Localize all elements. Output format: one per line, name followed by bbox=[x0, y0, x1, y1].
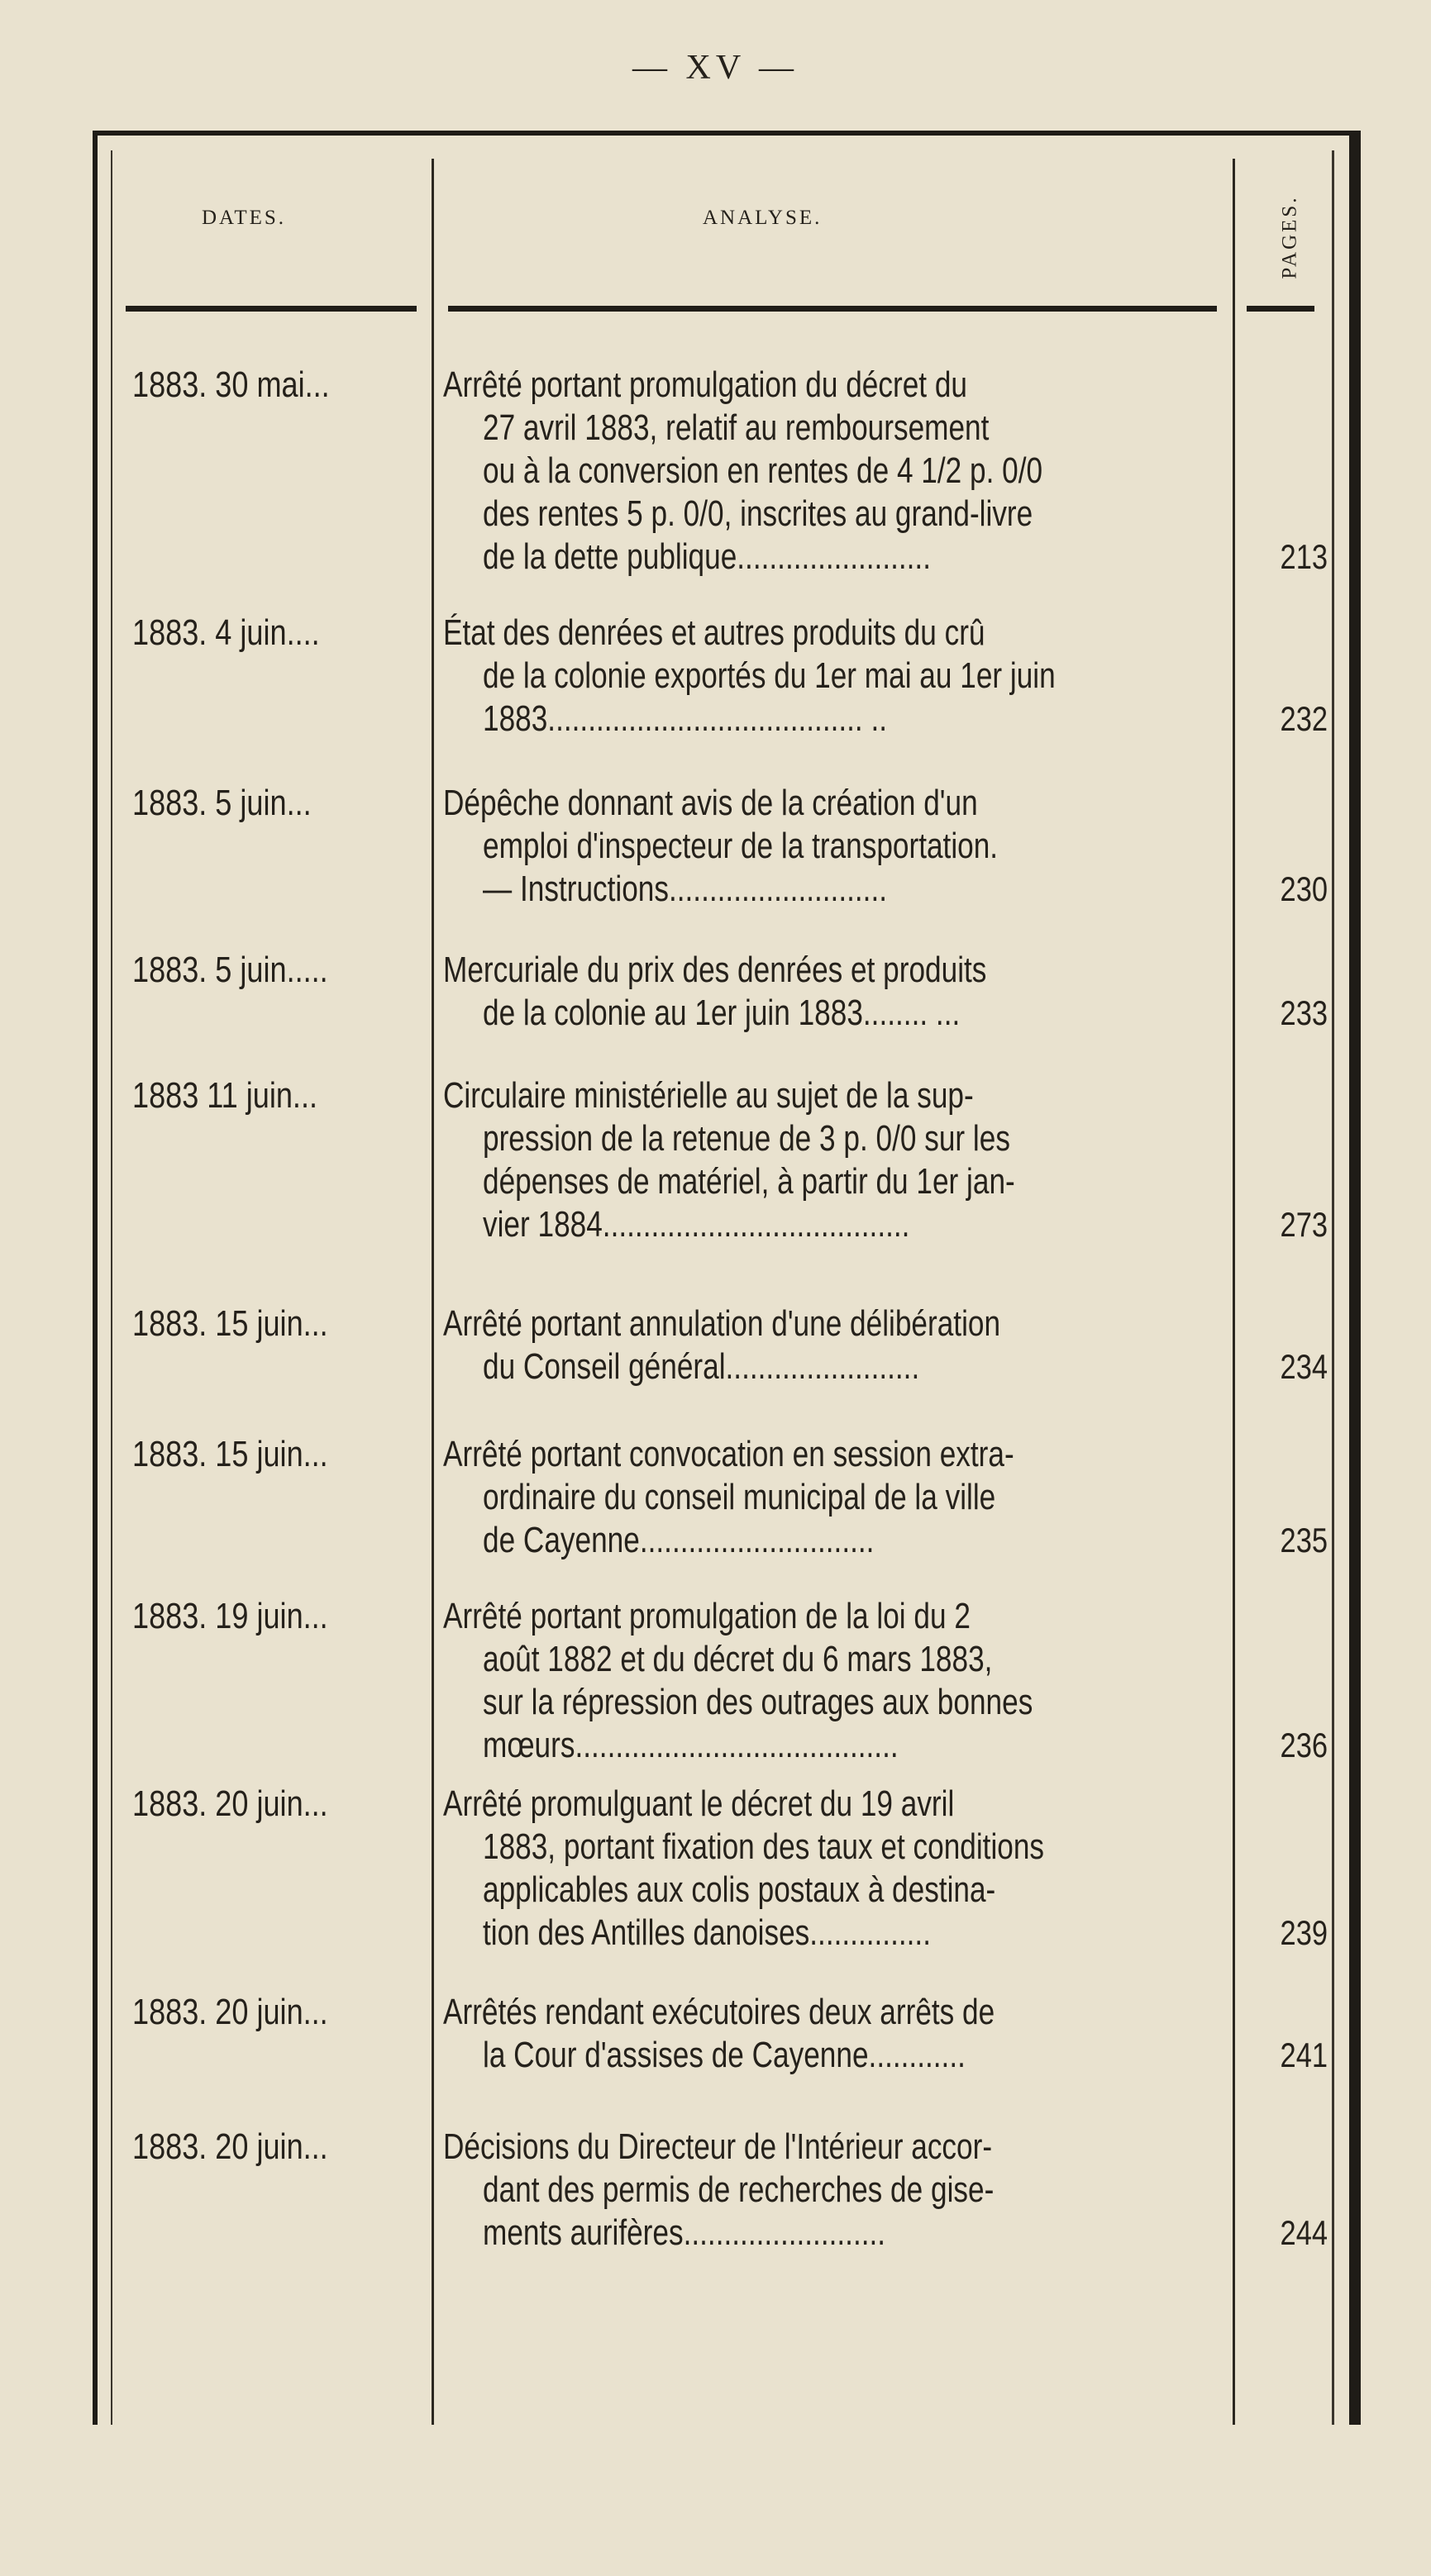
analysis-line: Arrêté portant annulation d'une délibération bbox=[443, 1303, 1001, 1344]
entry-date: 1883. 15 juin... bbox=[132, 1434, 328, 1474]
analysis-line: Mercuriale du prix des denrées et produits bbox=[443, 950, 987, 990]
entry-analysis bbox=[443, 949, 1237, 1035]
analysis-line: pression de la retenue de 3 p. 0/0 sur les bbox=[483, 1118, 1010, 1159]
entry-page-number: 239 bbox=[1280, 1913, 1328, 1952]
entry-analysis bbox=[443, 1074, 1237, 1246]
entry-page-number: 244 bbox=[1280, 2213, 1328, 2252]
analysis-line: août 1882 et du décret du 6 mars 1883, bbox=[483, 1639, 993, 1679]
entry-page-number: 213 bbox=[1280, 537, 1328, 576]
analysis-line: 27 avril 1883, relatif au remboursement bbox=[483, 407, 990, 448]
analysis-line: mœurs........................................ bbox=[483, 1725, 899, 1765]
entry-date: 1883. 30 mai... bbox=[132, 364, 330, 405]
entry-page-number: 236 bbox=[1280, 1726, 1328, 1764]
analysis-line: de Cayenne............................. bbox=[483, 1520, 875, 1560]
analysis-line: des rentes 5 p. 0/0, inscrites au grand-livre bbox=[483, 493, 1033, 534]
entry-date: 1883. 20 juin... bbox=[132, 2126, 328, 2167]
analysis-line: 1883, portant fixation des taux et conditions bbox=[483, 1826, 1045, 1867]
analysis-line: la Cour d'assises de Cayenne............ bbox=[483, 2035, 966, 2075]
entry-date: 1883. 15 juin... bbox=[132, 1303, 328, 1344]
inner-right-rule bbox=[1332, 150, 1334, 2425]
entry-date: 1883. 20 juin... bbox=[132, 1992, 328, 2032]
column-header-pages bbox=[1266, 183, 1315, 291]
entry-analysis bbox=[443, 782, 1237, 911]
entry-analysis bbox=[443, 1302, 1237, 1388]
entry-date: 1883. 5 juin..... bbox=[132, 950, 328, 990]
entry-date: 1883. 5 juin... bbox=[132, 783, 312, 823]
analysis-line: 1883....................................... .. bbox=[483, 698, 888, 739]
analysis-line: Arrêté portant promulgation du décret du bbox=[443, 364, 967, 405]
analysis-line: Dépêche donnant avis de la création d'un bbox=[443, 783, 978, 823]
header-rule-dates bbox=[126, 306, 417, 312]
column-header-analyse: ANALYSE. bbox=[703, 207, 823, 229]
entry-page-number: 235 bbox=[1280, 1521, 1328, 1559]
analysis-line: — Instructions........................... bbox=[483, 869, 888, 909]
inner-left-rule bbox=[111, 150, 112, 2425]
entry-analysis bbox=[443, 364, 1237, 579]
table-frame bbox=[93, 131, 1361, 2425]
entry-analysis bbox=[443, 1991, 1237, 2077]
column-header-dates: DATES. bbox=[202, 207, 287, 229]
entry-page-number: 230 bbox=[1280, 869, 1328, 908]
column-divider-dates bbox=[432, 159, 434, 2425]
pages-label: PAGES. bbox=[1279, 195, 1301, 279]
entry-page-number: 273 bbox=[1280, 1205, 1328, 1244]
page-header: — XV — bbox=[632, 49, 799, 87]
analysis-line: du Conseil général........................ bbox=[483, 1346, 920, 1387]
analysis-line: Arrêté portant promulgation de la loi du 2 bbox=[443, 1596, 971, 1636]
entry-analysis bbox=[443, 612, 1237, 740]
analysis-line: de la colonie exportés du 1er mai au 1er juin bbox=[483, 655, 1056, 696]
analysis-line: tion des Antilles danoises............... bbox=[483, 1912, 931, 1953]
entry-analysis bbox=[443, 2126, 1237, 2255]
entry-page-number: 241 bbox=[1280, 2036, 1328, 2074]
header-rule-analyse bbox=[448, 306, 1217, 312]
analysis-line: dant des permis de recherches de gise- bbox=[483, 2169, 995, 2210]
entry-page-number: 232 bbox=[1280, 699, 1328, 738]
entry-page-number: 233 bbox=[1280, 993, 1328, 1032]
analysis-line: ments aurifères......................... bbox=[483, 2212, 886, 2253]
analysis-line: sur la répression des outrages aux bonnes bbox=[483, 1682, 1033, 1722]
analysis-line: ordinaire du conseil municipal de la ville bbox=[483, 1477, 996, 1517]
entry-analysis bbox=[443, 1595, 1237, 1767]
entry-analysis bbox=[443, 1433, 1237, 1562]
entry-analysis bbox=[443, 1783, 1237, 1955]
analysis-line: emploi d'inspecteur de la transportation. bbox=[483, 826, 999, 866]
entry-date: 1883. 4 juin.... bbox=[132, 612, 320, 653]
analysis-line: Arrêté promulguant le décret du 19 avril bbox=[443, 1783, 955, 1824]
analysis-line: Circulaire ministérielle au sujet de la sup- bbox=[443, 1075, 974, 1116]
analysis-line: ou à la conversion en rentes de 4 1/2 p. 0/0 bbox=[483, 450, 1043, 491]
entry-date: 1883 11 juin... bbox=[132, 1075, 318, 1116]
entry-date: 1883. 20 juin... bbox=[132, 1783, 328, 1824]
analysis-line: de la colonie au 1er juin 1883........ ... bbox=[483, 993, 961, 1033]
analysis-line: Arrêté portant convocation en session extra- bbox=[443, 1434, 1014, 1474]
analysis-line: de la dette publique........................ bbox=[483, 536, 931, 577]
analysis-line: applicables aux colis postaux à destina- bbox=[483, 1869, 996, 1910]
analysis-line: vier 1884...................................... bbox=[483, 1204, 910, 1245]
analysis-line: Arrêtés rendant exécutoires deux arrêts de bbox=[443, 1992, 995, 2032]
header-rule-pages bbox=[1247, 306, 1314, 312]
analysis-line: dépenses de matériel, à partir du 1er jan- bbox=[483, 1161, 1015, 1202]
analysis-line: Décisions du Directeur de l'Intérieur accor- bbox=[443, 2126, 993, 2167]
entry-page-number: 234 bbox=[1280, 1347, 1328, 1386]
entry-date: 1883. 19 juin... bbox=[132, 1596, 328, 1636]
analysis-line: État des denrées et autres produits du crû bbox=[443, 612, 985, 653]
